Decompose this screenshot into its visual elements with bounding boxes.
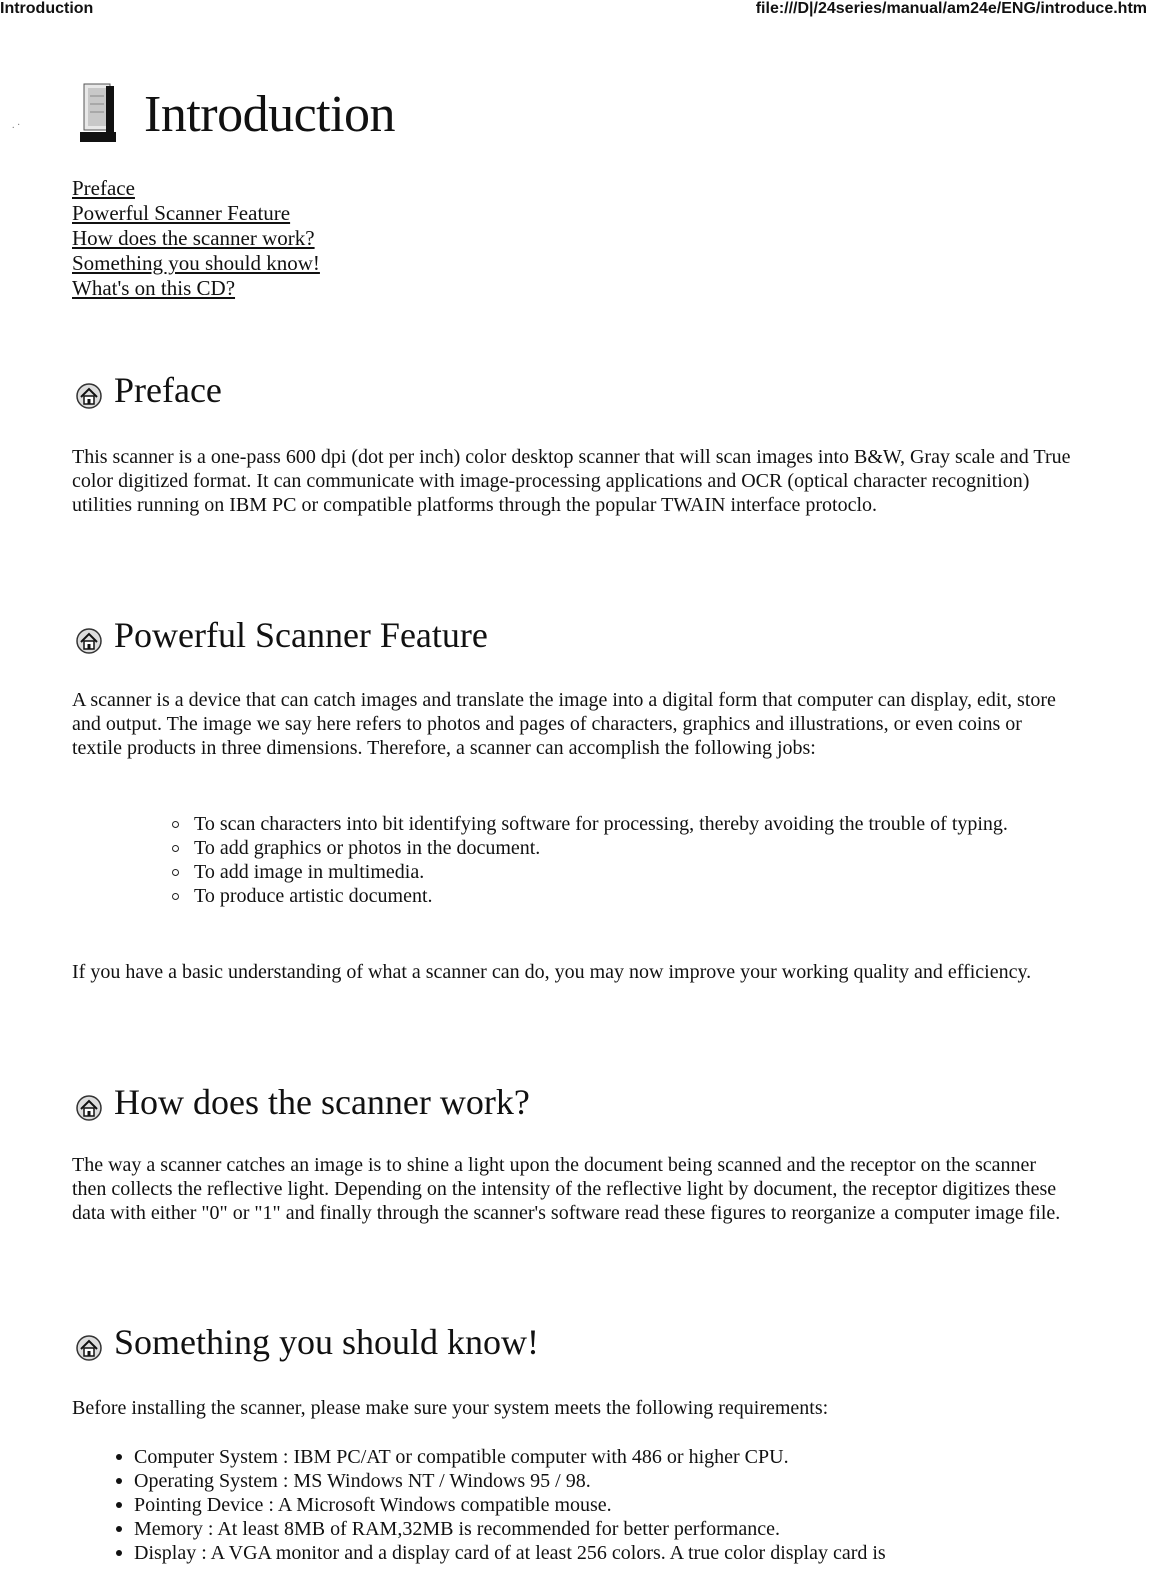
section-heading-feature [74, 615, 488, 655]
table-of-contents [72, 176, 326, 301]
book-icon [78, 82, 120, 148]
home-icon[interactable] [74, 1092, 104, 1122]
home-icon[interactable] [74, 380, 104, 410]
home-icon[interactable] [74, 625, 104, 655]
print-header-title: Introduction [0, 0, 94, 17]
section-heading-text: How does the scanner work? [114, 1082, 530, 1122]
home-icon[interactable] [74, 1332, 104, 1362]
list-item: To produce artistic document. [170, 884, 1070, 908]
scan-artifact: . · [12, 120, 21, 131]
list-item: Display : A VGA monitor and a display card of at least 256 colors. A true color display card is [116, 1541, 1076, 1565]
section-heading-requirements [74, 1322, 539, 1362]
page-heading: Introduction [144, 86, 396, 143]
feature-paragraph: A scanner is a device that can catch images and translate the image into a digital form that computer can display, edit, store and output. The image we say here refers to photos and pages of characters, graphics and illustrations, or even coins or textile products in three dimensions. Therefore, a scanner can accomplish the following jobs: [72, 689, 1056, 759]
section-heading-text: Something you should know! [114, 1322, 540, 1362]
list-item: Operating System : MS Windows NT / Windows 95 / 98. [116, 1469, 1076, 1493]
print-header-url: file:///D|/24series/manual/am24e/ENG/introduce.htm [755, 0, 1147, 17]
list-item: Computer System : IBM PC/AT or compatible computer with 486 or higher CPU. [116, 1445, 1076, 1469]
requirements-list [116, 1445, 1076, 1565]
toc-link-cd-contents[interactable]: What's on this CD? [72, 276, 236, 300]
requirements-intro: Before installing the scanner, please make sure your system meets the following requirements: [72, 1397, 829, 1419]
list-item: Pointing Device : A Microsoft Windows compatible mouse. [116, 1493, 1076, 1517]
page-title [78, 80, 395, 150]
feature-list [170, 812, 1070, 908]
list-item: Memory : At least 8MB of RAM,32MB is recommended for better performance. [116, 1517, 1076, 1541]
list-item: To add image in multimedia. [170, 860, 1070, 884]
section-heading-how [74, 1082, 530, 1122]
print-header [0, 0, 1163, 22]
toc-link-requirements[interactable]: Something you should know! [72, 251, 320, 275]
section-heading-preface [74, 370, 222, 410]
feature-closing-paragraph: If you have a basic understanding of what a scanner can do, you may now improve your working quality and efficiency. [72, 961, 1032, 983]
list-item: To add graphics or photos in the document. [170, 836, 1070, 860]
section-heading-text: Powerful Scanner Feature [114, 615, 488, 655]
toc-link-how-it-works[interactable]: How does the scanner work? [72, 226, 315, 250]
toc-link-feature[interactable]: Powerful Scanner Feature [72, 201, 291, 225]
toc-link-preface[interactable]: Preface [72, 176, 135, 200]
how-paragraph: The way a scanner catches an image is to shine a light upon the document being scanned and the receptor on the scanner then collects the reflective light. Depending on the intensity of the reflective light by document, the receptor digitizes these data with either "0" or "1" and finally through the scanner's software read these figures to reorganize a computer image file. [72, 1154, 1061, 1224]
preface-paragraph: This scanner is a one-pass 600 dpi (dot per inch) color desktop scanner that will scan images into B&W, Gray scale and True color digitized format. It can communicate with image-processing applications and OCR (optical character recognition) utilities running on IBM PC or compatible platforms through the popular TWAIN interface protoclo. [72, 446, 1071, 516]
list-item: To scan characters into bit identifying software for processing, thereby avoiding the trouble of typing. [170, 812, 1070, 836]
section-heading-text: Preface [114, 370, 222, 410]
